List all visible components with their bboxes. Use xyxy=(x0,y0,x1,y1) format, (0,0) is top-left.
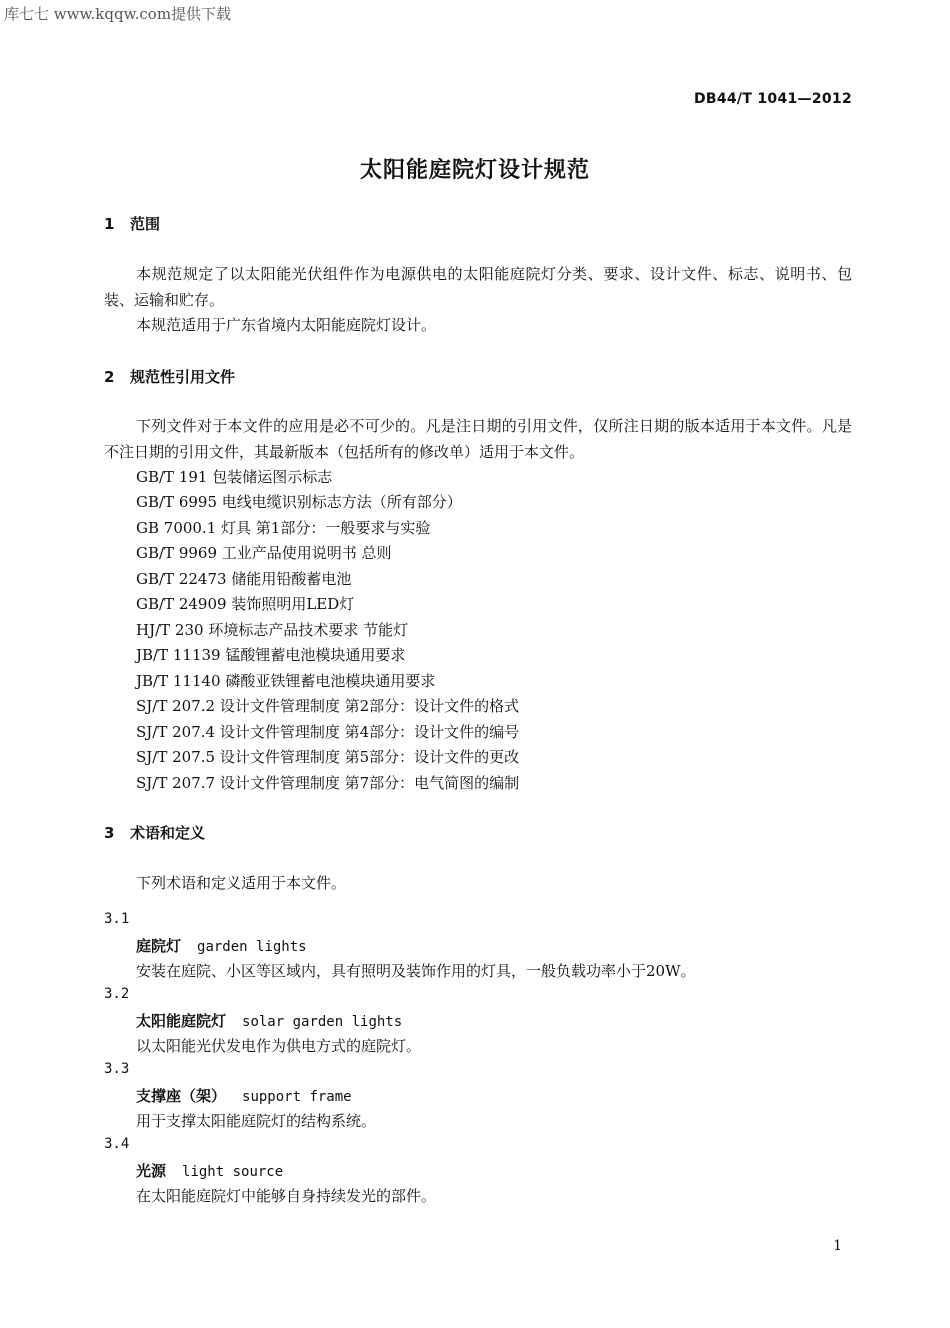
term-definition: 用于支撑太阳能庭院灯的结构系统。 xyxy=(136,1112,377,1130)
reference-item: SJ/T 207.2 设计文件管理制度 第2部分：设计文件的格式 xyxy=(136,697,520,715)
term-entry xyxy=(136,1085,352,1106)
term-english: garden lights xyxy=(197,939,307,955)
section-title: 术语和定义 xyxy=(130,824,206,842)
term-definition: 在太阳能庭院灯中能够自身持续发光的部件。 xyxy=(136,1187,437,1205)
reference-item: SJ/T 207.7 设计文件管理制度 第7部分：电气简图的编制 xyxy=(136,774,520,792)
term-chinese: 太阳能庭院灯 xyxy=(136,1012,227,1030)
reference-item: GB/T 191 包装储运图示标志 xyxy=(136,468,333,486)
section-1-paragraph-1: 本规范规定了以太阳能光伏组件作为电源供电的太阳能庭院灯分类、要求、设计文件、标志、说明书、包装、运输和贮存。 xyxy=(104,265,852,309)
reference-item: JB/T 11139 锰酸锂蓄电池模块通用要求 xyxy=(136,646,406,664)
page-title: 太阳能庭院灯设计规范 xyxy=(359,158,590,183)
reference-item: HJ/T 230 环境标志产品技术要求 节能灯 xyxy=(136,621,409,639)
section-number: 2 xyxy=(104,368,115,386)
term-number: 3.4 xyxy=(104,1136,130,1152)
term-entry xyxy=(136,1160,283,1181)
reference-item: JB/T 11140 磷酸亚铁锂蓄电池模块通用要求 xyxy=(136,672,436,690)
reference-item: GB 7000.1 灯具 第1部分：一般要求与实验 xyxy=(136,519,431,537)
term-english: support frame xyxy=(242,1089,352,1105)
reference-item: SJ/T 207.4 设计文件管理制度 第4部分：设计文件的编号 xyxy=(136,723,520,741)
section-number: 3 xyxy=(104,824,115,842)
section-1-heading xyxy=(104,213,160,234)
term-number: 3.1 xyxy=(104,911,130,927)
term-number: 3.3 xyxy=(104,1061,130,1077)
section-3-intro: 下列术语和定义适用于本文件。 xyxy=(136,874,347,892)
term-definition: 以太阳能光伏发电作为供电方式的庭院灯。 xyxy=(136,1037,422,1055)
term-entry xyxy=(136,1010,402,1031)
reference-item: GB/T 6995 电线电缆识别标志方法（所有部分） xyxy=(136,493,462,511)
section-2-intro: 下列文件对于本文件的应用是必不可少的。凡是注日期的引用文件，仅所注日期的版本适用于本文件。凡是不注日期的引用文件，其最新版本（包括所有的修改单）适用于本文件。 xyxy=(104,417,852,461)
reference-item: GB/T 24909 装饰照明用LED灯 xyxy=(136,595,355,613)
section-1-paragraph-2: 本规范适用于广东省境内太阳能庭院灯设计。 xyxy=(136,316,437,334)
section-2-heading xyxy=(104,366,235,387)
section-title: 范围 xyxy=(130,215,161,233)
document-number: DB44/T 1041—2012 xyxy=(693,91,852,107)
term-definition: 安装在庭院、小区等区域内，具有照明及装饰作用的灯具，一般负载功率小于20W。 xyxy=(136,962,696,980)
reference-item: GB/T 9969 工业产品使用说明书 总则 xyxy=(136,544,392,562)
term-chinese: 支撑座（架） xyxy=(136,1087,227,1105)
section-title: 规范性引用文件 xyxy=(130,368,236,386)
section-3-heading xyxy=(104,822,205,843)
term-entry xyxy=(136,935,307,956)
term-english: light source xyxy=(182,1164,284,1180)
page-number: 1 xyxy=(833,1238,842,1254)
reference-item: SJ/T 207.5 设计文件管理制度 第5部分：设计文件的更改 xyxy=(136,748,520,766)
term-chinese: 光源 xyxy=(136,1162,167,1180)
term-english: solar garden lights xyxy=(242,1014,403,1030)
term-chinese: 庭院灯 xyxy=(136,937,182,955)
watermark-text: 库七七 www.kqqw.com提供下载 xyxy=(4,5,232,23)
section-number: 1 xyxy=(104,215,115,233)
reference-item: GB/T 22473 储能用铅酸蓄电池 xyxy=(136,570,352,588)
term-number: 3.2 xyxy=(104,986,130,1002)
